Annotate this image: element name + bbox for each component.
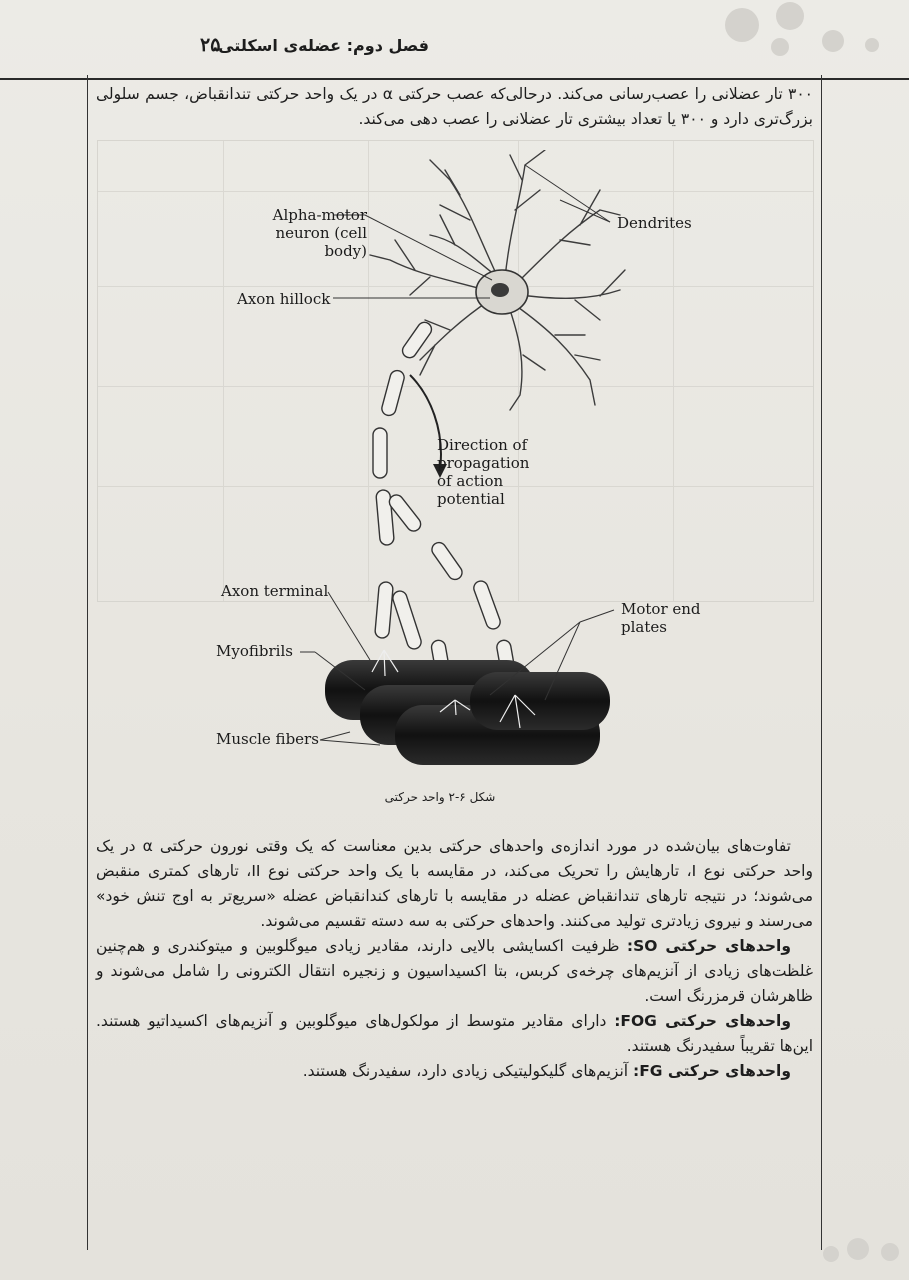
label-axon-terminal: Axon terminal <box>221 582 329 600</box>
label-alpha-motor <box>237 206 367 260</box>
page-number: ۲۵ <box>200 34 221 56</box>
figure-caption: شکل ۶-۲ واحد حرکتی <box>384 790 496 804</box>
term-so: واحدهای حرکتی SO: <box>626 937 791 955</box>
text-fog: دارای مقادیر متوسط از مولکول‌های میوگلوبین و آنزیم‌های اکسیداتیو هستند. این‌ها تقریباً سفیدرنگ هستند. <box>96 1012 813 1055</box>
label-direction <box>437 436 529 508</box>
label-direction-line2: propagation <box>437 454 530 472</box>
label-alpha-motor-line2: neuron (cell body) <box>275 224 367 260</box>
intro-paragraph: ۳۰۰ تار عضلانی را عصب‌رسانی می‌کند. درحالی‌که عصب حرکتی α در یک واحد حرکتی تندانقباض، جسم سلولی بزرگ‌تری دارد و ۳۰۰ یا تعداد بیشتری تار عضلانی را عصب دهی می‌کند. <box>96 85 813 128</box>
text-fg: آنزیم‌های گلیکولیتیکی زیادی دارد، سفیدرنگ هستند. <box>302 1062 633 1080</box>
paragraph-fog <box>96 1009 813 1059</box>
label-alpha-motor-line1: Alpha-motor <box>272 206 367 224</box>
label-axon-hillock: Axon hillock <box>237 290 331 308</box>
label-motor-end-line1: Motor end <box>621 600 701 618</box>
paragraph-so <box>96 934 813 1009</box>
label-myofibrils: Myofibrils <box>216 642 293 660</box>
label-direction-line4: potential <box>437 490 505 508</box>
term-fg: واحدهای حرکتی FG: <box>633 1062 791 1080</box>
text-so: ظرفیت اکسایشی بالایی دارند، مقادیر زیادی میوگلوبین و میتوکندری و هم‌چنین غلظت‌های زیادی از آنزیم‌های چرخه‌ی کربس، بتا اکسیداسیون و زنجیره انتقال الکترونی را شامل می‌شوند و ظاهرشان قرمزرنگ است. <box>96 937 813 1005</box>
body-text <box>96 834 813 1084</box>
label-motor-end-line2: plates <box>621 618 667 636</box>
paragraph-fg <box>96 1059 813 1084</box>
label-muscle-fibers: Muscle fibers <box>216 730 319 748</box>
paragraph-motor-unit-size: تفاوت‌های بیان‌شده در مورد اندازه‌ی واحدهای حرکتی بدین معناست که یک وقتی نورون حرکتی α در یک واحد حرکتی نوع I، تارهایش را تحریک می‌کند، در مقایسه با یک واحد حرکتی نوع II، تارهای کمتری منقبض می‌شوند؛ در نتیجه تارهای تندانقباض عضله در مقایسه با تارهای کندانقباض عضله «سریع‌تر به اوج تنش خود» می‌رسند و نیروی زیادتری تولید می‌کنند. واحدهای حرکتی به سه دسته تقسیم می‌شوند. <box>96 837 813 930</box>
term-fog: واحدهای حرکتی FOG: <box>614 1012 791 1030</box>
label-motor-end-plates <box>621 600 701 636</box>
page-header <box>0 30 909 80</box>
label-direction-line3: of action <box>437 472 504 490</box>
muscle-fibers-drawing <box>325 660 610 765</box>
label-dendrites: Dendrites <box>617 214 692 232</box>
cell-body-drawing <box>476 270 528 314</box>
label-direction-line1: Direction of <box>437 436 528 454</box>
chapter-title: فصل دوم: عضله‌ی اسکلتی <box>218 36 429 55</box>
